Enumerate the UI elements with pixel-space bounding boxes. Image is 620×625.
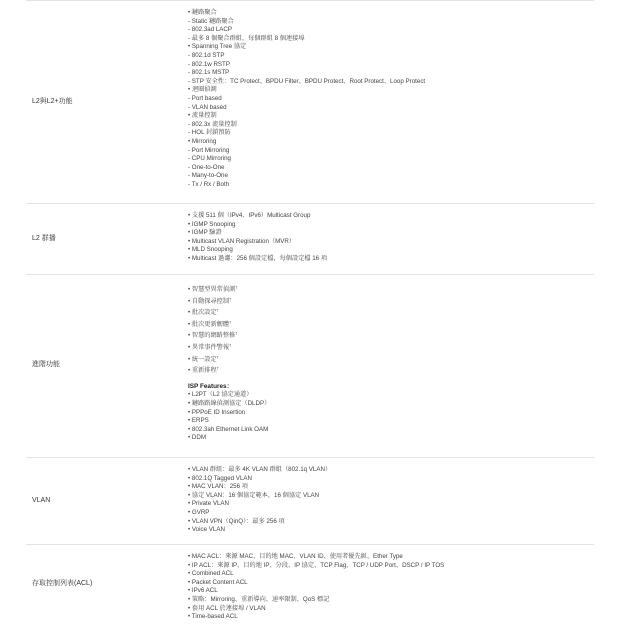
footnote-mark: † xyxy=(216,307,219,313)
item-text: 重新排程 xyxy=(191,367,217,375)
bullet-marker: • xyxy=(188,297,192,305)
list-item xyxy=(188,104,594,113)
footnote-mark: † xyxy=(229,296,232,302)
list-item xyxy=(188,596,594,605)
bullet-marker: • xyxy=(188,355,192,363)
list-item xyxy=(188,164,594,173)
row-label: 存取控制列表(ACL) xyxy=(32,580,93,587)
isp-features-heading: ISP Features： xyxy=(188,382,233,390)
item-text: MAC VLAN：256 項 xyxy=(191,483,248,491)
item-text: Tx / Rx / Both xyxy=(191,180,230,188)
bullet-marker: • xyxy=(188,254,192,262)
item-text: Static 鏈路聚合 xyxy=(191,17,234,25)
dash-marker: - xyxy=(188,60,192,68)
bullet-marker: • xyxy=(188,474,192,482)
bullet-marker: • xyxy=(188,434,192,442)
list-item xyxy=(188,518,594,527)
item-text: 套用 ACL 於連接埠 / VLAN xyxy=(191,604,266,612)
item-text: 協定 VLAN：16 個協定範本，16 個協定 VLAN xyxy=(191,491,320,499)
dash-marker: - xyxy=(188,51,192,59)
item-text: IGMP 驗證 xyxy=(191,229,222,237)
item-text: 802.3x 流量控制 xyxy=(191,120,237,128)
list-item xyxy=(188,112,594,121)
item-text: 迴圈偵測 xyxy=(191,86,217,94)
row-items xyxy=(188,284,594,443)
list-item xyxy=(188,221,594,230)
dash-marker: - xyxy=(188,34,192,42)
list-item xyxy=(188,26,594,35)
item-text: CPU Mirroring xyxy=(191,155,231,163)
item-text: 智慧的網路整修 xyxy=(191,332,236,340)
bullet-marker: • xyxy=(188,595,192,603)
list-item xyxy=(188,434,594,443)
item-text: IGMP Snooping xyxy=(191,220,236,228)
bullet-marker: • xyxy=(188,508,192,516)
item-text: 策略：Mirroring、重新導向、速率限制、QoS 標記 xyxy=(191,595,330,603)
item-text: 批次更新韌體 xyxy=(191,320,230,328)
list-item xyxy=(188,18,594,27)
row-label: L2 群播 xyxy=(32,235,56,242)
list-item xyxy=(188,562,594,571)
dash-marker: - xyxy=(188,163,192,171)
footnote-mark: † xyxy=(216,354,219,360)
item-text: 鏈路聚合 xyxy=(191,9,217,16)
list-item xyxy=(188,181,594,190)
row-label: L2與L2+功能 xyxy=(32,98,73,105)
item-text: 批次設定 xyxy=(191,309,217,317)
list-item xyxy=(188,409,594,418)
item-text: 802.1w RSTP xyxy=(191,60,230,68)
list-item xyxy=(188,354,594,366)
bullet-marker: • xyxy=(188,286,192,293)
bullet-marker: • xyxy=(188,425,192,433)
list-item xyxy=(188,466,594,475)
bullet-marker: • xyxy=(188,466,192,473)
list-item xyxy=(188,330,594,342)
list-item xyxy=(188,400,594,409)
item-text: GVRP xyxy=(191,508,210,516)
list-item xyxy=(188,605,594,614)
item-text: 802.1s MSTP xyxy=(191,69,230,77)
list-item xyxy=(188,238,594,247)
row-items xyxy=(188,466,594,535)
dash-marker: - xyxy=(188,155,192,163)
spec-row-l2 xyxy=(26,0,594,203)
list-item xyxy=(188,307,594,319)
list-item xyxy=(188,147,594,156)
list-item xyxy=(188,526,594,535)
list-item xyxy=(188,172,594,181)
list-item xyxy=(188,78,594,87)
list-item xyxy=(188,475,594,484)
dash-marker: - xyxy=(188,94,192,102)
item-text: HOL 封鎖預防 xyxy=(191,129,231,137)
feature-list xyxy=(188,284,594,377)
list-item xyxy=(188,509,594,518)
dash-marker: - xyxy=(188,129,192,137)
spec-row-advanced xyxy=(26,274,594,457)
list-item xyxy=(188,492,594,501)
list-item xyxy=(188,9,594,18)
item-text: L2PT（L2 協定通道） xyxy=(191,391,253,399)
item-text: Combined ACL xyxy=(191,570,234,578)
dash-marker: - xyxy=(188,17,192,25)
list-item xyxy=(188,500,594,509)
row-items xyxy=(188,553,594,622)
list-item xyxy=(188,246,594,255)
item-text: STP 安全性：TC Protect、BPDU Filter、BPDU Protect、Root Protect、Loop Protect xyxy=(191,77,426,85)
bullet-marker: • xyxy=(188,246,192,254)
bullet-marker: • xyxy=(188,43,192,51)
bullet-marker: • xyxy=(188,391,192,399)
dash-marker: - xyxy=(188,69,192,77)
bullet-marker: • xyxy=(188,309,192,317)
list-item xyxy=(188,255,594,264)
item-text: Packet Content ACL xyxy=(191,578,248,586)
bullet-marker: • xyxy=(188,417,192,425)
item-text: Multicast 過濾：256 個設定檔，每個設定檔 16 項 xyxy=(191,254,328,262)
list-item xyxy=(188,579,594,588)
dash-marker: - xyxy=(188,77,192,85)
item-text: VLAN VPN（QinQ）：最多 256 項 xyxy=(191,517,285,525)
item-text: 自動探尋控制 xyxy=(191,297,230,305)
list-item xyxy=(188,284,594,296)
bullet-marker: • xyxy=(188,86,192,94)
bullet-marker: • xyxy=(188,332,192,340)
dash-marker: - xyxy=(188,180,192,188)
list-item xyxy=(188,61,594,70)
spec-row-vlan xyxy=(26,457,594,544)
bullet-marker: • xyxy=(188,320,192,328)
bullet-marker: • xyxy=(188,399,192,407)
list-item xyxy=(188,613,594,622)
list-item xyxy=(188,212,594,221)
item-text: Private VLAN xyxy=(191,500,230,508)
row-items xyxy=(188,9,594,189)
dash-marker: - xyxy=(188,103,192,111)
spec-table xyxy=(26,0,594,625)
item-text: 異常事件警報 xyxy=(191,343,230,351)
item-text: 802.3ah Ethernet Link OAM xyxy=(191,425,269,433)
item-text: MLD Snooping xyxy=(191,246,233,254)
list-item xyxy=(188,426,594,435)
list-item xyxy=(188,129,594,138)
item-text: VLAN 群組：最多 4K VLAN 群組（802.1q VLAN） xyxy=(191,466,332,473)
item-text: Spanning Tree 協定 xyxy=(191,43,247,51)
item-text: One-to-One xyxy=(191,163,225,171)
list-item xyxy=(188,52,594,61)
dash-marker: - xyxy=(188,26,192,34)
list-item xyxy=(188,155,594,164)
item-text: 802.1d STP xyxy=(191,51,225,59)
item-text: IP ACL：來源 IP、目的地 IP、分段、IP 協定、TCP Flag、TCP / UDP Port、DSCP / IP TOS xyxy=(191,561,445,569)
bullet-marker: • xyxy=(188,137,192,145)
bullet-marker: • xyxy=(188,613,192,621)
list-item xyxy=(188,483,594,492)
spec-row-multicast xyxy=(26,203,594,274)
footnote-mark: † xyxy=(229,319,232,325)
item-text: DDM xyxy=(191,434,206,442)
item-text: 支援 511 個（IPv4、IPv6）Multicast Group xyxy=(191,212,311,219)
item-text: Port based xyxy=(191,94,222,102)
footnote-mark: † xyxy=(235,330,238,336)
item-text: VLAN based xyxy=(191,103,227,111)
isp-feature-list xyxy=(188,391,594,443)
dash-marker: - xyxy=(188,146,192,154)
item-text: 802.3ad LACP xyxy=(191,26,233,34)
item-text: Time-based ACL xyxy=(191,613,238,621)
list-item xyxy=(188,342,594,354)
item-text: ERPS xyxy=(191,417,209,425)
bullet-marker: • xyxy=(188,343,192,351)
bullet-marker: • xyxy=(188,408,192,416)
footnote-mark: † xyxy=(235,284,238,290)
list-item xyxy=(188,391,594,400)
bullet-marker: • xyxy=(188,587,192,595)
item-text: 統一設定 xyxy=(191,355,217,363)
spec-row-acl xyxy=(26,544,594,625)
list-item xyxy=(188,35,594,44)
item-text: Many-to-One xyxy=(191,172,228,180)
item-text: MAC ACL：來源 MAC、目的地 MAC、VLAN ID、使用者優先級、Ether Type xyxy=(191,553,403,560)
list-item xyxy=(188,296,594,308)
item-text: 鏈路路線偵測協定（DLDP） xyxy=(191,399,271,407)
item-text: 最多 8 個聚合群組，每個群組 8 個連接埠 xyxy=(191,34,305,42)
list-item xyxy=(188,365,594,377)
item-text: Mirroring xyxy=(191,137,217,145)
list-item xyxy=(188,319,594,331)
list-item xyxy=(188,553,594,562)
bullet-marker: • xyxy=(188,229,192,237)
bullet-marker: • xyxy=(188,483,192,491)
bullet-marker: • xyxy=(188,220,192,228)
footnote-mark: † xyxy=(216,365,219,371)
bullet-marker: • xyxy=(188,500,192,508)
bullet-marker: • xyxy=(188,570,192,578)
bullet-marker: • xyxy=(188,491,192,499)
item-text: 智慧型異常偵測 xyxy=(191,286,236,293)
list-item xyxy=(188,417,594,426)
bullet-marker: • xyxy=(188,112,192,120)
bullet-marker: • xyxy=(188,367,192,375)
bullet-marker: • xyxy=(188,604,192,612)
row-label: VLAN xyxy=(32,497,51,504)
list-item xyxy=(188,138,594,147)
bullet-marker: • xyxy=(188,237,192,245)
bullet-marker: • xyxy=(188,526,192,534)
item-text: IPv6 ACL xyxy=(191,587,218,595)
bullet-marker: • xyxy=(188,212,192,219)
bullet-marker: • xyxy=(188,561,192,569)
item-text: Port Mirroring xyxy=(191,146,230,154)
list-item xyxy=(188,229,594,238)
row-label: 進階功能 xyxy=(32,361,60,368)
item-text: Voice VLAN xyxy=(191,526,225,534)
bullet-marker: • xyxy=(188,553,192,560)
list-item xyxy=(188,570,594,579)
bullet-marker: • xyxy=(188,578,192,586)
dash-marker: - xyxy=(188,120,192,128)
bullet-marker: • xyxy=(188,517,192,525)
list-item xyxy=(188,95,594,104)
list-item xyxy=(188,43,594,52)
item-text: PPPoE ID Insertion xyxy=(191,408,246,416)
list-item xyxy=(188,121,594,130)
dash-marker: - xyxy=(188,172,192,180)
list-item xyxy=(188,587,594,596)
list-item xyxy=(188,69,594,78)
item-text: Multicast VLAN Registration（MVR） xyxy=(191,237,296,245)
bullet-marker: • xyxy=(188,9,192,16)
list-item xyxy=(188,86,594,95)
footnote-mark: † xyxy=(229,342,232,348)
item-text: 流量控制 xyxy=(191,112,217,120)
row-items xyxy=(188,212,594,264)
item-text: 802.1Q Tagged VLAN xyxy=(191,474,252,482)
